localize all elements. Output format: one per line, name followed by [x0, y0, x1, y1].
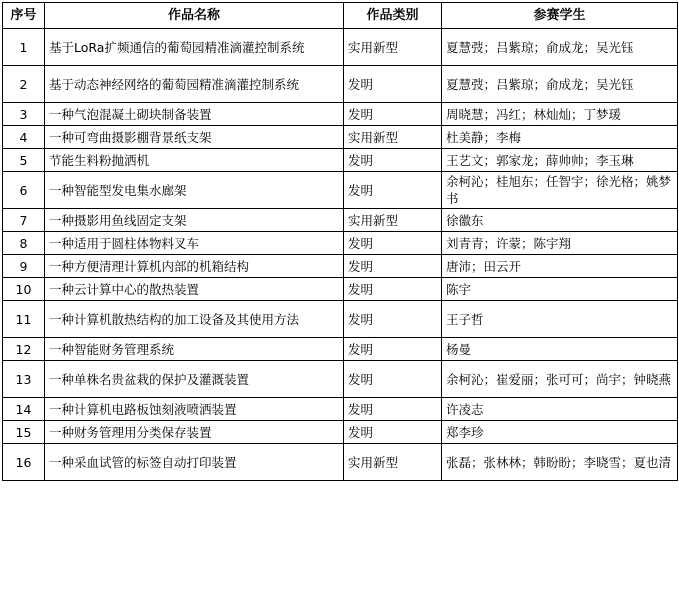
row-type: 发明 — [344, 149, 442, 172]
row-students: 郑李珍 — [442, 421, 678, 444]
row-students: 张磊；张林林；韩盼盼；李晓雪；夏也清 — [442, 444, 678, 481]
row-students: 刘青青；许蒙；陈宇翔 — [442, 232, 678, 255]
row-students: 陈宇 — [442, 278, 678, 301]
table-row — [3, 103, 678, 126]
row-type: 实用新型 — [344, 126, 442, 149]
row-name: 一种计算机散热结构的加工设备及其使用方法 — [45, 301, 344, 338]
row-num: 8 — [3, 232, 45, 255]
row-students: 杜美静；李梅 — [442, 126, 678, 149]
table-row — [3, 338, 678, 361]
row-num: 9 — [3, 255, 45, 278]
row-num: 16 — [3, 444, 45, 481]
row-type: 发明 — [344, 421, 442, 444]
row-name: 一种财务管理用分类保存装置 — [45, 421, 344, 444]
row-name: 一种云计算中心的散热装置 — [45, 278, 344, 301]
row-num: 7 — [3, 209, 45, 232]
table-row — [3, 361, 678, 398]
row-name: 一种智能型发电集水廊架 — [45, 172, 344, 209]
table-row — [3, 29, 678, 66]
row-type: 实用新型 — [344, 29, 442, 66]
row-type: 实用新型 — [344, 444, 442, 481]
row-type: 发明 — [344, 278, 442, 301]
row-type: 发明 — [344, 338, 442, 361]
row-num: 13 — [3, 361, 45, 398]
table-row — [3, 66, 678, 103]
row-students: 周晓慧；冯红；林灿灿；丁梦瑗 — [442, 103, 678, 126]
row-name: 基于动态神经网络的葡萄园精准滴灌控制系统 — [45, 66, 344, 103]
row-students: 唐沛；田云开 — [442, 255, 678, 278]
row-students: 徐徽东 — [442, 209, 678, 232]
row-num: 5 — [3, 149, 45, 172]
row-name: 基于LoRa扩频通信的葡萄园精准滴灌控制系统 — [45, 29, 344, 66]
table-row — [3, 255, 678, 278]
header-row — [3, 3, 678, 29]
table-row — [3, 209, 678, 232]
row-type: 发明 — [344, 398, 442, 421]
row-name: 一种计算机电路板蚀刻液喷洒装置 — [45, 398, 344, 421]
row-type: 实用新型 — [344, 209, 442, 232]
table-row — [3, 126, 678, 149]
row-students: 余柯沁；崔爱丽；张可可；尚宇；钟晓燕 — [442, 361, 678, 398]
row-students: 夏慧弢；吕紫琼；俞成龙；吴光钰 — [442, 66, 678, 103]
table-row — [3, 421, 678, 444]
row-type: 发明 — [344, 301, 442, 338]
header-num: 序号 — [3, 3, 45, 29]
row-name: 节能生料粉抛洒机 — [45, 149, 344, 172]
row-students: 余柯沁；桂旭东；任智宇；徐光格；姚梦书 — [442, 172, 678, 209]
row-num: 11 — [3, 301, 45, 338]
row-num: 6 — [3, 172, 45, 209]
row-num: 4 — [3, 126, 45, 149]
row-name: 一种方便清理计算机内部的机箱结构 — [45, 255, 344, 278]
table-row — [3, 444, 678, 481]
row-type: 发明 — [344, 66, 442, 103]
row-type: 发明 — [344, 172, 442, 209]
table-row — [3, 232, 678, 255]
header-students: 参赛学生 — [442, 3, 678, 29]
row-students: 王子哲 — [442, 301, 678, 338]
row-type: 发明 — [344, 255, 442, 278]
row-num: 1 — [3, 29, 45, 66]
row-students: 杨曼 — [442, 338, 678, 361]
row-type: 发明 — [344, 361, 442, 398]
table-row — [3, 149, 678, 172]
row-num: 15 — [3, 421, 45, 444]
row-num: 14 — [3, 398, 45, 421]
header-name: 作品名称 — [45, 3, 344, 29]
row-name: 一种适用于圆柱体物料叉车 — [45, 232, 344, 255]
row-num: 3 — [3, 103, 45, 126]
row-name: 一种摄影用鱼线固定支架 — [45, 209, 344, 232]
row-name: 一种可弯曲摄影棚背景纸支架 — [45, 126, 344, 149]
row-num: 2 — [3, 66, 45, 103]
row-name: 一种智能财务管理系统 — [45, 338, 344, 361]
table-row — [3, 301, 678, 338]
competition-table — [2, 2, 678, 481]
row-type: 发明 — [344, 232, 442, 255]
row-students: 夏慧弢；吕紫琼；俞成龙；吴光钰 — [442, 29, 678, 66]
header-type: 作品类别 — [344, 3, 442, 29]
row-students: 许凌志 — [442, 398, 678, 421]
row-num: 12 — [3, 338, 45, 361]
row-num: 10 — [3, 278, 45, 301]
table-row — [3, 172, 678, 209]
row-type: 发明 — [344, 103, 442, 126]
row-name: 一种单株名贵盆栽的保护及灌溉装置 — [45, 361, 344, 398]
table-row — [3, 278, 678, 301]
table-row — [3, 398, 678, 421]
row-name: 一种气泡混凝土砌块制备装置 — [45, 103, 344, 126]
row-students: 王艺文；郭家龙；薛帅帅；李玉琳 — [442, 149, 678, 172]
row-name: 一种采血试管的标签自动打印装置 — [45, 444, 344, 481]
